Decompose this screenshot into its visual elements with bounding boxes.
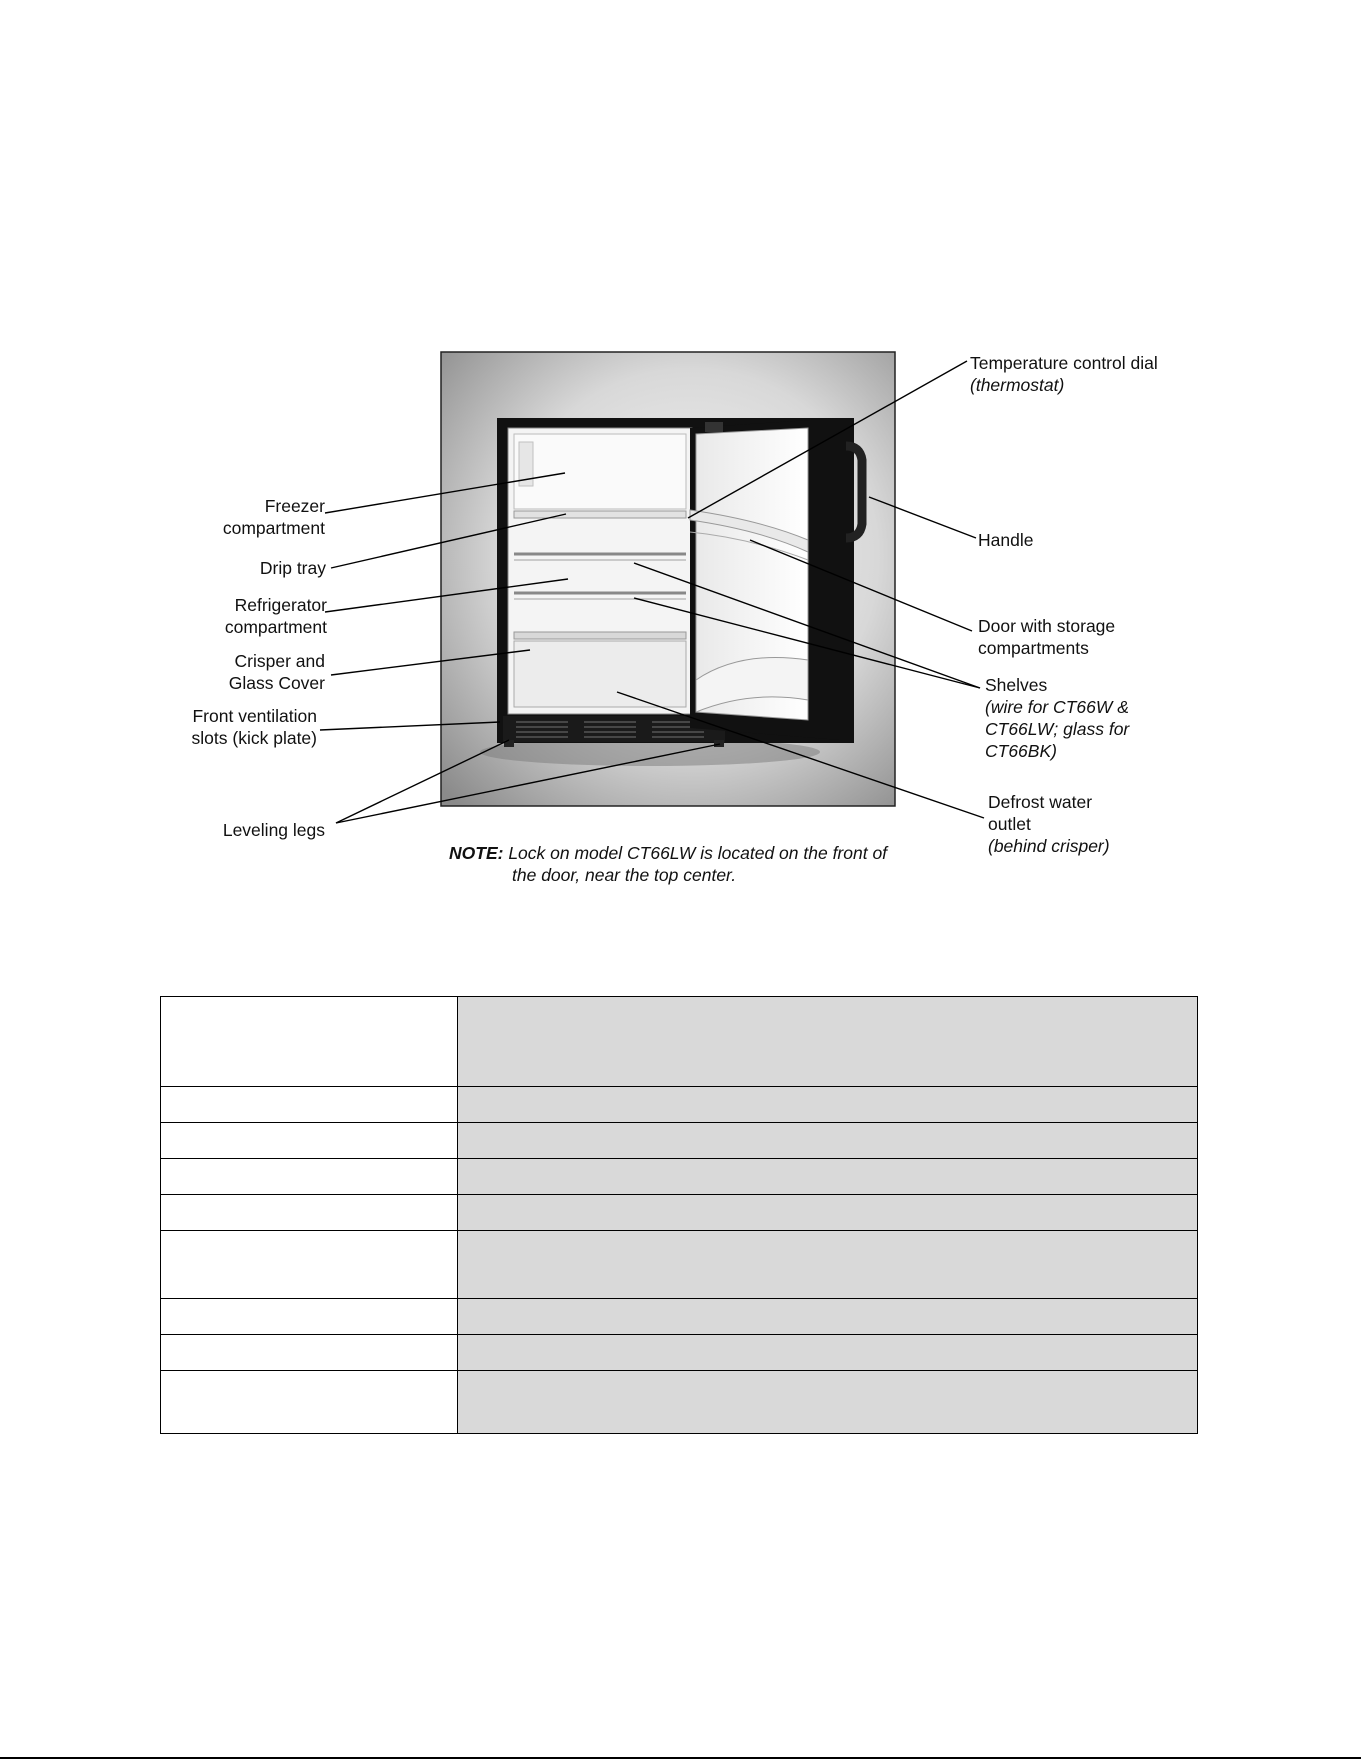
label-door-storage: Door with storage compartments bbox=[978, 616, 1116, 658]
note-line-2: the door, near the top center. bbox=[512, 865, 737, 885]
parts-table bbox=[160, 996, 1198, 1434]
label-defrost-water-outlet: Defrost water outlet (behind crisper) bbox=[988, 792, 1110, 856]
label-crisper-glass-cover: Crisper and Glass Cover bbox=[228, 651, 325, 693]
label-front-ventilation: Front ventilation slots (kick plate) bbox=[191, 706, 317, 748]
label-refrigerator-compartment: Refrigerator compartment bbox=[224, 595, 327, 637]
refrigerator-photo bbox=[441, 352, 895, 806]
table-row bbox=[161, 1159, 1198, 1195]
label-drip-tray: Drip tray bbox=[259, 558, 326, 578]
label-handle: Handle bbox=[978, 530, 1034, 550]
lock-note bbox=[449, 842, 887, 886]
table-row bbox=[161, 997, 1198, 1087]
note-label: NOTE: bbox=[449, 843, 504, 863]
label-shelves: Shelves (wire for CT66W & CT66LW; glass for CT66BK) bbox=[985, 675, 1130, 761]
label-temperature-control: Temperature control dial (thermostat) bbox=[970, 353, 1158, 395]
page-bottom-rule bbox=[0, 1757, 1361, 1759]
table-row bbox=[161, 1123, 1198, 1159]
table-row bbox=[161, 1087, 1198, 1123]
note-line-1: Lock on model CT66LW is located on the front of bbox=[508, 843, 888, 863]
table-row bbox=[161, 1335, 1198, 1371]
label-leveling-legs: Leveling legs bbox=[222, 820, 325, 840]
table-row bbox=[161, 1231, 1198, 1299]
table-row bbox=[161, 1371, 1198, 1434]
label-freezer-compartment: Freezer compartment bbox=[222, 496, 325, 538]
table-row bbox=[161, 1195, 1198, 1231]
table-row bbox=[161, 1299, 1198, 1335]
